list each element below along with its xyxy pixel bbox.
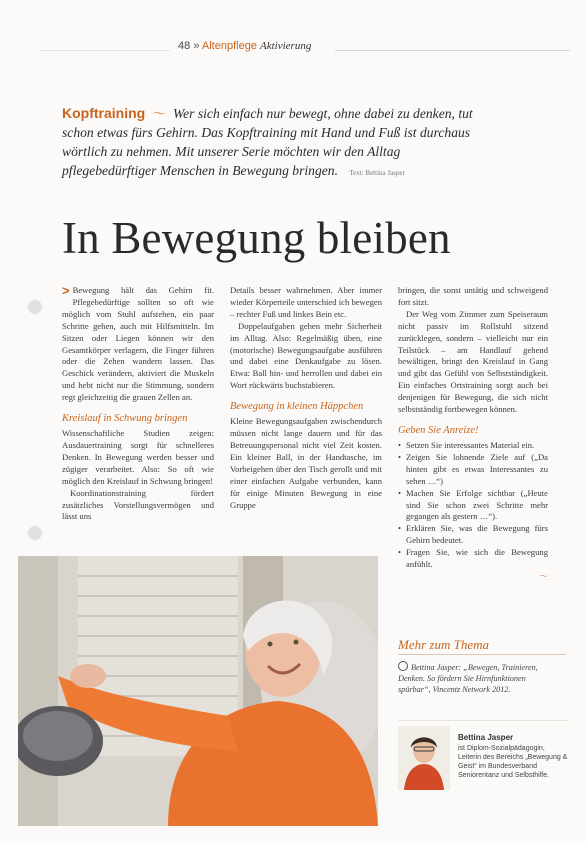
list-item: • Erklären Sie, was die Bewegung fürs Gehirn bedeutet. [406,523,548,547]
lead-credit: Text: Bettina Jasper [349,169,405,177]
further-reading-reference: Bettina Jasper: „Bewegen, Trainieren, Denken. So fördern Sie Hirnfunktionen spürbar“, Vincentz Network 2012. [398,663,538,694]
author-photo [398,726,450,790]
col3-paragraph-2: Der Weg vom Zimmer zum Speiseraum nicht passiv im Rollstuhl sitzend zurücklegen, sondern – vielleicht nur ein Teilstück – am Handlauf gehend bewältigen, bringt den Kreislauf in Gang und gibt das Gefühl von Selbstständigkeit. Ein einfaches Ortstraining sorgt auch bei denjenigen für Bewegung, die sich nicht selbstständig fortbewegen können. [398,308,548,415]
col2-paragraph-1: Details besser wahrnehmen. Aber immer wieder Körperteile unterschied ich bewegen – rechter Fuß und linkes Bein etc. [230,285,382,319]
list-item: • Zeigen Sie lohnende Ziele auf („Da hinten gibt es etwas Interessantes zu sehen …“) [406,452,548,488]
list-item: • Machen Sie Erfolge sichtbar („Heute sind Sie schon zwei Schritte mehr gegangen als gestern …“). [406,488,548,524]
punch-hole-top [28,300,42,314]
header-separator: » [193,40,200,52]
lead-paragraph [62,104,492,183]
running-header [178,40,311,52]
col1-paragraph-3: Koordinationstraining fördert zusätzliches Vorstellungsvermögen und lässt uns [62,487,214,522]
col2-paragraph-3: Kleine Bewegungsaufgaben zwischendurch müssen nicht lange dauern und für das Betreuungspersonal nicht viel Zeit kosten. Ein kleiner Ball, in der Handtasche, im Vorbeigehen über den Tisch gerollt und mit einer einfachen Aufgabe verbunden, kann für einige Minuten Bewegung in eine Gruppe [230,416,382,510]
lead-keyword: Kopftraining [62,105,146,121]
column-2 [230,285,382,511]
column-1 [62,285,214,523]
tips-list [398,440,548,571]
col1-paragraph-2: Wissenschaftliche Studien zeigen: Ausdauertraining sorgt für schnelleres Denken. In Bewegung werden besser und zügiger verarbeitet. Also: So oft wie möglich den Kreislauf in Schwung bringen! [62,428,214,486]
chevron-right-icon: > [62,283,70,298]
punch-hole-bottom [28,526,42,540]
wave-icon: 〜 [152,106,166,121]
further-reading-heading: Mehr zum Thema [398,637,489,652]
header-section: Altenpflege [201,40,257,52]
col3-subheading: Geben Sie Anreize! [398,424,479,436]
book-icon [398,661,408,671]
page-number: 48 [178,40,191,52]
article-title: In Bewegung bleiben [62,213,451,263]
author-name: Bettina Jasper [458,733,514,742]
list-item: • Setzen Sie interessantes Material ein. [406,440,548,452]
col1-subheading: Kreislauf in Schwung bringen [62,413,188,425]
further-reading-rule [398,654,566,655]
header-rule [335,50,570,51]
col1-paragraph-1: Bewegung hält das Gehirn fit. Pflegebedürftige sollten so oft wie möglich vom Stuhl aufstehen, ein paar Schritte gehen, auch mit Hilfsmitteln. Im Sitzen oder Liegen können wir den Gesamtkörper verlagern, die Finger führen oder die Zehen wandern lassen. Das Geschick verändern, aktiviert die Muskeln und hebt nicht nur die Stimmung, sondern regt gleichzeitig die grauen Zellen an. [62,285,214,403]
col3-paragraph-1: bringen, die sonst untätig und schweigend fort sitzt. [398,285,548,307]
column-3 [398,285,548,583]
list-item: • Fragen Sie, wie sich die Bewegung anfühlt. [406,547,548,571]
header-subsection: Aktivierung [260,40,312,52]
end-wave-icon: 〜 [539,570,548,581]
lead-text: Wer sich einfach nur bewegt, ohne dabei zu denken, tut schon etwas fürs Gehirn. Das Kopftraining mit Hand und Fuß ist durchaus wörtlich zu nehmen. Mit unserer Serie möchten wir den Alltag pflegebedürftiger Menschen in Bewegung bringen. [62,106,473,178]
further-reading-text [398,660,558,695]
author-bio: ist Diplom-Sozialpädagogin, Leiterin des Bereichs „Bewegung & Geist“ im Bundesverband Seniorentanz und Selbsthilfe. [458,745,568,779]
article-photo [18,556,378,826]
col2-paragraph-2: Doppelaufgaben gehen mehr Sicherheit im Alltag. Also: Regelmäßig üben, eine (motorische) Bewegungsaufgabe ausführen und dabei eine Denkaufgabe zu lösen. Etwa: Ball hin- und herrollen und dabei ein Wort rückwärts buchstabieren. [230,320,382,391]
col2-subheading: Bewegung in kleinen Häppchen [230,401,364,413]
header-rule-left [40,50,170,51]
